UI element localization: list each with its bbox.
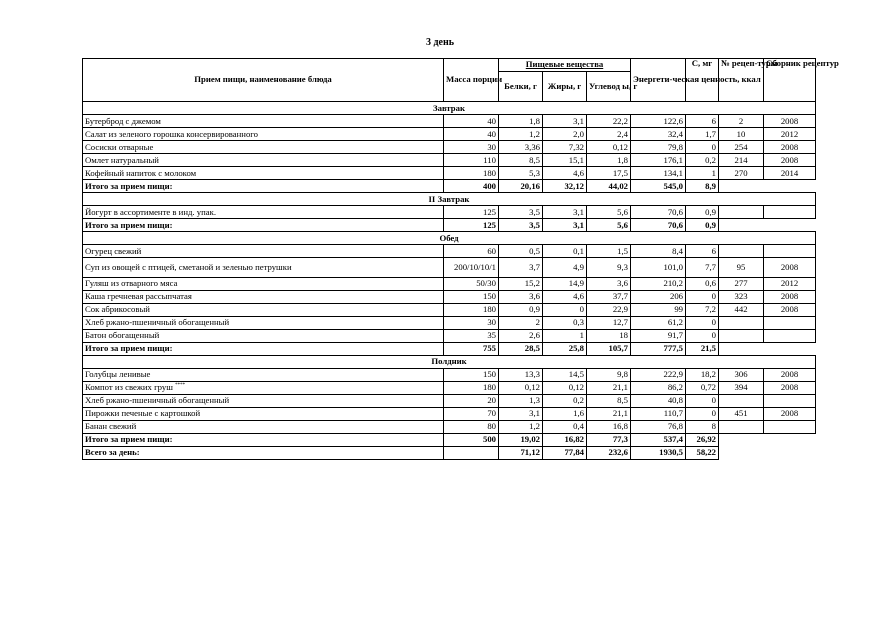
dish-name: Гуляш из отварного мяса bbox=[83, 277, 444, 290]
recipe-number: 2 bbox=[719, 115, 764, 128]
collection-year: 2008 bbox=[764, 115, 816, 128]
dish-name: Салат из зеленого горошка консервированного bbox=[83, 128, 444, 141]
fat-value: 0,4 bbox=[543, 420, 587, 433]
section-header bbox=[83, 193, 816, 206]
page-title: 3 день bbox=[425, 37, 455, 48]
header-energy: Энергети-ческая ценность, ккал bbox=[631, 59, 686, 102]
portion-mass: 180 bbox=[444, 167, 499, 180]
protein-value: 3,7 bbox=[499, 258, 543, 278]
portion-mass: 200/10/10/1 bbox=[444, 258, 499, 278]
carbs-value: 16,8 bbox=[587, 420, 631, 433]
total-fat: 16,82 bbox=[543, 433, 587, 446]
empty-cell bbox=[764, 180, 816, 193]
table-row bbox=[83, 167, 816, 180]
collection-year: 2014 bbox=[764, 167, 816, 180]
total-vitamin-c: 0,9 bbox=[686, 219, 719, 232]
fat-value: 4,9 bbox=[543, 258, 587, 278]
collection-year: 2008 bbox=[764, 407, 816, 420]
protein-value: 2,6 bbox=[499, 329, 543, 342]
carbs-value: 5,6 bbox=[587, 206, 631, 219]
table-row bbox=[83, 407, 816, 420]
protein-value: 1,2 bbox=[499, 128, 543, 141]
fat-value: 4,6 bbox=[543, 167, 587, 180]
portion-mass: 35 bbox=[444, 329, 499, 342]
vitamin-c-value: 0 bbox=[686, 316, 719, 329]
carbs-value: 9,3 bbox=[587, 258, 631, 278]
dish-name: Голубцы ленивые bbox=[83, 368, 444, 381]
vitamin-c-value: 0,2 bbox=[686, 154, 719, 167]
carbs-value: 22,2 bbox=[587, 115, 631, 128]
protein-value: 1,8 bbox=[499, 115, 543, 128]
total-label: Итого за прием пищи: bbox=[83, 180, 444, 193]
dish-name: Сосиски отварные bbox=[83, 141, 444, 154]
day-total-row bbox=[83, 446, 816, 459]
protein-value: 0,5 bbox=[499, 245, 543, 258]
protein-value: 5,3 bbox=[499, 167, 543, 180]
total-mass: 755 bbox=[444, 342, 499, 355]
section-header bbox=[83, 355, 816, 368]
total-fat: 32,12 bbox=[543, 180, 587, 193]
section-header bbox=[83, 102, 816, 115]
recipe-number: 306 bbox=[719, 368, 764, 381]
energy-value: 176,1 bbox=[631, 154, 686, 167]
recipe-number bbox=[719, 329, 764, 342]
energy-value: 101,0 bbox=[631, 258, 686, 278]
recipe-number: 95 bbox=[719, 258, 764, 278]
energy-value: 8,4 bbox=[631, 245, 686, 258]
day-total-carbs: 232,6 bbox=[587, 446, 631, 459]
collection-year: 2008 bbox=[764, 141, 816, 154]
total-vitamin-c: 26,92 bbox=[686, 433, 719, 446]
total-label: Итого за прием пищи: bbox=[83, 342, 444, 355]
fat-value: 1,6 bbox=[543, 407, 587, 420]
total-energy: 70,6 bbox=[631, 219, 686, 232]
total-energy: 537,4 bbox=[631, 433, 686, 446]
table-row bbox=[83, 245, 816, 258]
day-total-mass bbox=[444, 446, 499, 459]
dish-name: Хлеб ржано-пшеничный обогащенный bbox=[83, 316, 444, 329]
table-row bbox=[83, 420, 816, 433]
total-carbs: 44,02 bbox=[587, 180, 631, 193]
empty-cell bbox=[719, 446, 764, 459]
carbs-value: 1,8 bbox=[587, 154, 631, 167]
empty-cell bbox=[764, 446, 816, 459]
dish-name: Омлет натуральный bbox=[83, 154, 444, 167]
total-mass: 500 bbox=[444, 433, 499, 446]
day-total-label: Всего за день: bbox=[83, 446, 444, 459]
dish-name: Йогурт в ассортименте в инд. упак. bbox=[83, 206, 444, 219]
fat-value: 14,5 bbox=[543, 368, 587, 381]
energy-value: 99 bbox=[631, 303, 686, 316]
day-total-vitamin-c: 58,22 bbox=[686, 446, 719, 459]
total-protein: 19,02 bbox=[499, 433, 543, 446]
header-mass: Масса порции bbox=[444, 59, 499, 102]
dish-name: Огурец свежий bbox=[83, 245, 444, 258]
header-nutrients: Пищевые вещества bbox=[499, 59, 631, 72]
recipe-number bbox=[719, 394, 764, 407]
dish-name: Кофейный напиток с молоком bbox=[83, 167, 444, 180]
vitamin-c-value: 0 bbox=[686, 290, 719, 303]
empty-cell bbox=[719, 180, 764, 193]
collection-year: 2012 bbox=[764, 277, 816, 290]
section-header bbox=[83, 232, 816, 245]
energy-value: 32,4 bbox=[631, 128, 686, 141]
header-fat: Жиры, г bbox=[543, 72, 587, 102]
day-total-protein: 71,12 bbox=[499, 446, 543, 459]
vitamin-c-value: 6 bbox=[686, 245, 719, 258]
vitamin-c-value: 0 bbox=[686, 394, 719, 407]
vitamin-c-value: 0,9 bbox=[686, 206, 719, 219]
table-row bbox=[83, 381, 816, 394]
carbs-value: 37,7 bbox=[587, 290, 631, 303]
total-carbs: 105,7 bbox=[587, 342, 631, 355]
energy-value: 122,6 bbox=[631, 115, 686, 128]
vitamin-c-value: 1,7 bbox=[686, 128, 719, 141]
table-row bbox=[83, 277, 816, 290]
portion-mass: 125 bbox=[444, 206, 499, 219]
carbs-value: 21,1 bbox=[587, 407, 631, 420]
section-title: Завтрак bbox=[83, 102, 816, 115]
dish-name: Пирожки печеные с картошкой bbox=[83, 407, 444, 420]
total-carbs: 77,3 bbox=[587, 433, 631, 446]
carbs-value: 8,5 bbox=[587, 394, 631, 407]
collection-year: 2008 bbox=[764, 381, 816, 394]
section-title: II Завтрак bbox=[83, 193, 816, 206]
protein-value: 3,6 bbox=[499, 290, 543, 303]
portion-mass: 150 bbox=[444, 368, 499, 381]
carbs-value: 12,7 bbox=[587, 316, 631, 329]
vitamin-c-value: 0 bbox=[686, 407, 719, 420]
section-title: Полдник bbox=[83, 355, 816, 368]
dish-name: Компот из свежих груш **** bbox=[83, 381, 444, 394]
table-row bbox=[83, 329, 816, 342]
energy-value: 206 bbox=[631, 290, 686, 303]
portion-mass: 70 bbox=[444, 407, 499, 420]
collection-year: 2008 bbox=[764, 258, 816, 278]
carbs-value: 1,5 bbox=[587, 245, 631, 258]
day-total-energy: 1930,5 bbox=[631, 446, 686, 459]
recipe-number: 277 bbox=[719, 277, 764, 290]
portion-mass: 180 bbox=[444, 381, 499, 394]
dish-name: Батон обогащенный bbox=[83, 329, 444, 342]
dish-name: Хлеб ржано-пшеничный обогащенный bbox=[83, 394, 444, 407]
portion-mass: 150 bbox=[444, 290, 499, 303]
day-total-fat: 77,84 bbox=[543, 446, 587, 459]
table-row bbox=[83, 154, 816, 167]
table-row bbox=[83, 303, 816, 316]
energy-value: 91,7 bbox=[631, 329, 686, 342]
total-fat: 3,1 bbox=[543, 219, 587, 232]
collection-year bbox=[764, 206, 816, 219]
fat-value: 0,3 bbox=[543, 316, 587, 329]
total-vitamin-c: 8,9 bbox=[686, 180, 719, 193]
section-total-row bbox=[83, 433, 816, 446]
protein-value: 1,2 bbox=[499, 420, 543, 433]
fat-value: 0,1 bbox=[543, 245, 587, 258]
energy-value: 79,8 bbox=[631, 141, 686, 154]
header-name: Прием пищи, наименование блюда bbox=[83, 59, 444, 102]
portion-mass: 80 bbox=[444, 420, 499, 433]
table-row bbox=[83, 128, 816, 141]
vitamin-c-value: 1 bbox=[686, 167, 719, 180]
energy-value: 110,7 bbox=[631, 407, 686, 420]
collection-year bbox=[764, 329, 816, 342]
fat-value: 2,0 bbox=[543, 128, 587, 141]
fat-value: 14,9 bbox=[543, 277, 587, 290]
vitamin-c-value: 0,6 bbox=[686, 277, 719, 290]
recipe-number: 442 bbox=[719, 303, 764, 316]
energy-value: 61,2 bbox=[631, 316, 686, 329]
empty-cell bbox=[764, 433, 816, 446]
carbs-value: 17,5 bbox=[587, 167, 631, 180]
protein-value: 15,2 bbox=[499, 277, 543, 290]
collection-year bbox=[764, 394, 816, 407]
carbs-value: 21,1 bbox=[587, 381, 631, 394]
header-collection: Сборник рецептур bbox=[764, 59, 816, 102]
total-protein: 3,5 bbox=[499, 219, 543, 232]
energy-value: 134,1 bbox=[631, 167, 686, 180]
portion-mass: 30 bbox=[444, 316, 499, 329]
table-row bbox=[83, 394, 816, 407]
dish-name: Сок абрикосовый bbox=[83, 303, 444, 316]
recipe-number bbox=[719, 420, 764, 433]
empty-cell bbox=[719, 219, 764, 232]
fat-value: 7,32 bbox=[543, 141, 587, 154]
empty-cell bbox=[719, 433, 764, 446]
portion-mass: 110 bbox=[444, 154, 499, 167]
collection-year: 2008 bbox=[764, 303, 816, 316]
protein-value: 8,5 bbox=[499, 154, 543, 167]
portion-mass: 40 bbox=[444, 128, 499, 141]
section-total-row bbox=[83, 219, 816, 232]
fat-value: 4,6 bbox=[543, 290, 587, 303]
fat-value: 3,1 bbox=[543, 206, 587, 219]
fat-value: 1 bbox=[543, 329, 587, 342]
table-row bbox=[83, 258, 816, 278]
section-title: Обед bbox=[83, 232, 816, 245]
portion-mass: 180 bbox=[444, 303, 499, 316]
fat-value: 15,1 bbox=[543, 154, 587, 167]
collection-year: 2008 bbox=[764, 154, 816, 167]
recipe-number: 323 bbox=[719, 290, 764, 303]
carbs-value: 0,12 bbox=[587, 141, 631, 154]
recipe-number: 254 bbox=[719, 141, 764, 154]
total-energy: 545,0 bbox=[631, 180, 686, 193]
collection-year: 2012 bbox=[764, 128, 816, 141]
portion-mass: 30 bbox=[444, 141, 499, 154]
vitamin-c-value: 0,72 bbox=[686, 381, 719, 394]
portion-mass: 50/30 bbox=[444, 277, 499, 290]
protein-value: 0,9 bbox=[499, 303, 543, 316]
total-mass: 125 bbox=[444, 219, 499, 232]
fat-value: 0,12 bbox=[543, 381, 587, 394]
recipe-number: 270 bbox=[719, 167, 764, 180]
collection-year bbox=[764, 245, 816, 258]
carbs-value: 2,4 bbox=[587, 128, 631, 141]
section-total-row bbox=[83, 180, 816, 193]
recipe-number: 214 bbox=[719, 154, 764, 167]
energy-value: 76,8 bbox=[631, 420, 686, 433]
total-label: Итого за прием пищи: bbox=[83, 219, 444, 232]
vitamin-c-value: 0 bbox=[686, 141, 719, 154]
recipe-number bbox=[719, 245, 764, 258]
total-label: Итого за прием пищи: bbox=[83, 433, 444, 446]
collection-year bbox=[764, 420, 816, 433]
energy-value: 70,6 bbox=[631, 206, 686, 219]
total-mass: 400 bbox=[444, 180, 499, 193]
energy-value: 222,9 bbox=[631, 368, 686, 381]
header-protein: Белки, г bbox=[499, 72, 543, 102]
total-fat: 25,8 bbox=[543, 342, 587, 355]
collection-year: 2008 bbox=[764, 290, 816, 303]
dish-name: Суп из овощей с птицей, сметаной и зеленью петрушки bbox=[83, 258, 444, 278]
collection-year: 2008 bbox=[764, 368, 816, 381]
vitamin-c-value: 7,7 bbox=[686, 258, 719, 278]
table-row bbox=[83, 141, 816, 154]
table-row bbox=[83, 316, 816, 329]
vitamin-c-value: 6 bbox=[686, 115, 719, 128]
carbs-value: 18 bbox=[587, 329, 631, 342]
protein-value: 2 bbox=[499, 316, 543, 329]
empty-cell bbox=[764, 342, 816, 355]
protein-value: 0,12 bbox=[499, 381, 543, 394]
table-row bbox=[83, 115, 816, 128]
vitamin-c-value: 7,2 bbox=[686, 303, 719, 316]
energy-value: 210,2 bbox=[631, 277, 686, 290]
empty-cell bbox=[764, 219, 816, 232]
carbs-value: 9,8 bbox=[587, 368, 631, 381]
energy-value: 86,2 bbox=[631, 381, 686, 394]
fat-value: 0 bbox=[543, 303, 587, 316]
collection-year bbox=[764, 316, 816, 329]
fat-value: 3,1 bbox=[543, 115, 587, 128]
recipe-number bbox=[719, 316, 764, 329]
total-vitamin-c: 21,5 bbox=[686, 342, 719, 355]
total-energy: 777,5 bbox=[631, 342, 686, 355]
vitamin-c-value: 0 bbox=[686, 329, 719, 342]
carbs-value: 3,6 bbox=[587, 277, 631, 290]
protein-value: 3,36 bbox=[499, 141, 543, 154]
carbs-value: 22,9 bbox=[587, 303, 631, 316]
vitamin-c-value: 18,2 bbox=[686, 368, 719, 381]
dish-name: Банан свежий bbox=[83, 420, 444, 433]
dish-name: Бутерброд с джемом bbox=[83, 115, 444, 128]
protein-value: 3,1 bbox=[499, 407, 543, 420]
energy-value: 40,8 bbox=[631, 394, 686, 407]
header-carbs: Углевод ы, г bbox=[587, 72, 631, 102]
protein-value: 13,3 bbox=[499, 368, 543, 381]
fat-value: 0,2 bbox=[543, 394, 587, 407]
portion-mass: 40 bbox=[444, 115, 499, 128]
total-protein: 28,5 bbox=[499, 342, 543, 355]
table-row bbox=[83, 368, 816, 381]
header-vitamin-c: С, мг bbox=[686, 59, 719, 102]
vitamin-c-value: 8 bbox=[686, 420, 719, 433]
portion-mass: 20 bbox=[444, 394, 499, 407]
protein-value: 3,5 bbox=[499, 206, 543, 219]
total-carbs: 5,6 bbox=[587, 219, 631, 232]
footnote-mark: **** bbox=[175, 383, 186, 389]
dish-name: Каша гречневая рассыпчатая bbox=[83, 290, 444, 303]
portion-mass: 60 bbox=[444, 245, 499, 258]
recipe-number bbox=[719, 206, 764, 219]
table-row bbox=[83, 290, 816, 303]
total-protein: 20,16 bbox=[499, 180, 543, 193]
protein-value: 1,3 bbox=[499, 394, 543, 407]
recipe-number: 394 bbox=[719, 381, 764, 394]
recipe-number: 451 bbox=[719, 407, 764, 420]
menu-table bbox=[82, 58, 839, 460]
header-recipe-number: № рецеп-туры bbox=[719, 59, 764, 102]
empty-cell bbox=[719, 342, 764, 355]
table-row bbox=[83, 206, 816, 219]
section-total-row bbox=[83, 342, 816, 355]
recipe-number: 10 bbox=[719, 128, 764, 141]
